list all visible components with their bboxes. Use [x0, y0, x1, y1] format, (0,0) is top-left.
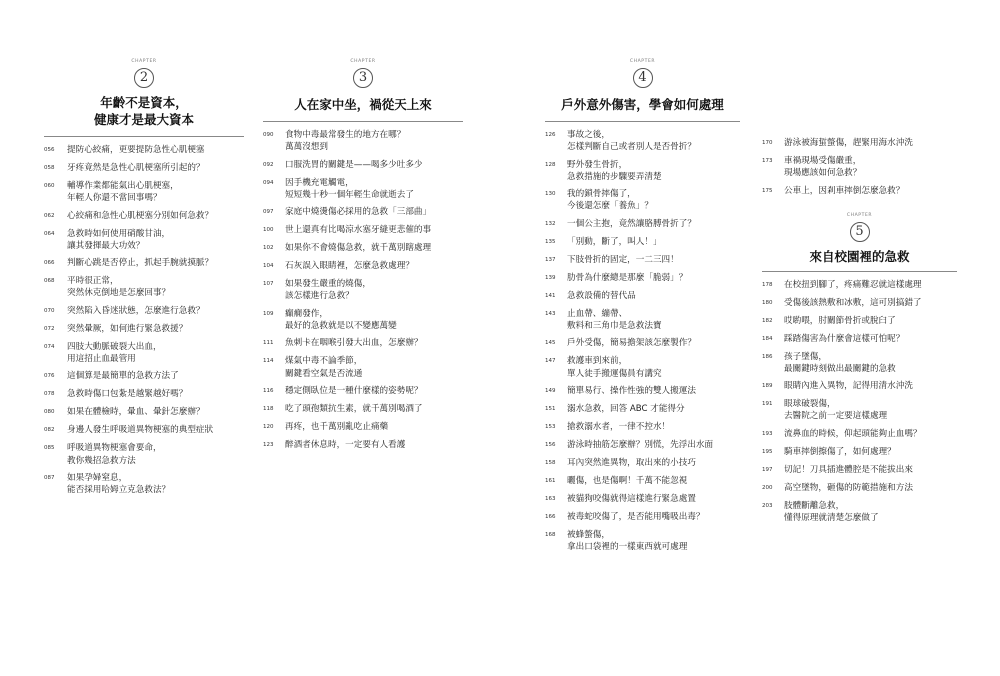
- chapter-title: 人在家中坐，禍從天上來: [294, 97, 432, 112]
- toc-entry: [762, 297, 957, 310]
- toc-entry: [762, 482, 957, 495]
- toc-page-number: 090: [263, 132, 274, 138]
- chapter-3-column: [263, 58, 463, 457]
- toc-entry: [545, 308, 740, 333]
- chapter-5-header: [762, 212, 957, 265]
- toc-page-number: 085: [44, 445, 55, 452]
- toc-page-number: 173: [762, 158, 773, 164]
- toc-entry: [263, 224, 463, 237]
- toc-entry-title: 眼球破裂傷， 去醫院之前一定要這樣處理: [784, 399, 888, 422]
- toc-page-number: 189: [762, 383, 773, 390]
- toc-page-number: 161: [545, 477, 556, 484]
- divider: [762, 271, 957, 272]
- toc-page-number: 094: [263, 179, 274, 186]
- toc-page-number: 080: [44, 409, 55, 416]
- toc-entry-title: 救護車到來前， 單人徒手搬運傷員有講究: [567, 356, 662, 379]
- toc-page-number: 137: [545, 256, 556, 263]
- toc-entry-title: 騎車摔倒擦傷了，如何處理？: [784, 446, 896, 457]
- toc-page-number: 130: [545, 191, 556, 198]
- toc-entry-title: 踩踏傷害為什麼會這樣可怕呢？: [784, 333, 905, 344]
- chapter-3-header: [263, 58, 463, 113]
- toc-entry: [263, 242, 463, 255]
- toc-page-number: 178: [762, 281, 773, 288]
- toc-page-number: 107: [263, 281, 274, 288]
- toc-page-number: 151: [545, 405, 556, 412]
- toc-entry-title: 一個公主抱，竟然讓胳膊骨折了？: [567, 218, 696, 229]
- toc-entry: [545, 355, 740, 380]
- toc-page-number: 145: [545, 340, 556, 347]
- toc-list-continued: [762, 137, 957, 198]
- chapter-title: 年齡不是資本， 健康才是最大資本: [93, 95, 194, 127]
- toc-entry-title: 曬傷，也是傷啊！千萬不能忽視: [567, 475, 688, 486]
- toc-page-number: 126: [545, 132, 556, 138]
- toc-entry-title: 魚刺卡在咽喉引發大出血，怎麼辦？: [285, 338, 423, 349]
- toc-entry: [44, 162, 244, 175]
- toc-entry: [545, 337, 740, 350]
- toc-entry: [263, 159, 463, 172]
- toc-entry-title: 被毒蛇咬傷了，是否能用嘴吸出毒？: [567, 511, 705, 522]
- toc-entry-title: 在校扭到腳了，疼痛難忍就這樣處理: [784, 279, 922, 290]
- toc-entry: [545, 511, 740, 524]
- toc-entry-title: 止血帶、繃帶、 敷料和三角巾是急救法寶: [567, 308, 662, 332]
- toc-entry: [44, 370, 244, 383]
- toc-page-number: 158: [545, 459, 556, 466]
- toc-entry: [44, 472, 244, 497]
- toc-page-number: 168: [545, 531, 556, 538]
- toc-page-number: 139: [545, 274, 556, 281]
- toc-entry-title: 醉酒者休息時，一定要有人看護: [285, 439, 406, 450]
- chapter-number-badge: 5: [850, 222, 870, 242]
- toc-entry: [44, 305, 244, 318]
- toc-page-number: 197: [762, 466, 773, 473]
- toc-entry-title: 四肢大動脈破裂大出血， 用這招止血最管用: [67, 341, 162, 365]
- toc-page-number: 082: [44, 427, 55, 434]
- toc-page-number: 111: [263, 340, 274, 347]
- chapter-label: CHAPTER: [846, 212, 873, 218]
- toc-entry-title: 下肢骨折的固定，一二三四！: [567, 254, 679, 265]
- toc-entry: [762, 380, 957, 393]
- toc-entry: [263, 278, 463, 303]
- toc-entry-title: 搶救溺水者，一律不控水！: [567, 421, 671, 432]
- toc-entry-title: 被蜂螫傷， 拿出口袋裡的一樣東西就可處理: [567, 529, 688, 553]
- toc-entry: [762, 315, 957, 328]
- toc-page-number: 149: [545, 387, 556, 394]
- chapter-label: CHAPTER: [131, 59, 157, 64]
- toc-page-number: 076: [44, 373, 55, 380]
- toc-page-number: 156: [545, 441, 556, 448]
- toc-entry-title: 車禍現場受傷嚴重， 現場應該如何急救？: [784, 156, 862, 179]
- toc-entry-title: 平時很正常， 突然休克倒地是怎麼回事？: [67, 276, 171, 299]
- toc-list: [762, 279, 957, 525]
- toc-entry: [263, 260, 463, 273]
- toc-page-number: 180: [762, 299, 773, 306]
- toc-entry-title: 家庭中燒燙傷必採用的急救「三部曲」: [285, 207, 432, 218]
- toc-entry: [263, 129, 463, 154]
- toc-entry-title: 判斷心跳是否停止，抓起手腕就摸脈？: [67, 258, 214, 269]
- toc-page-number: 128: [545, 161, 556, 168]
- toc-entry: [44, 144, 244, 157]
- toc-entry: [44, 275, 244, 300]
- toc-page-number: 166: [545, 513, 556, 520]
- chapter-4-header: [545, 58, 740, 113]
- toc-entry-title: 如果在體檢時，暈血、暈針怎麼辦？: [67, 407, 205, 418]
- toc-page-number: 182: [762, 317, 773, 324]
- toc-page-number: 203: [762, 502, 773, 509]
- toc-entry: [545, 439, 740, 452]
- toc-entry-title: 事故之後， 怎樣判斷自己或者別人是否骨折？: [567, 130, 696, 153]
- toc-entry: [762, 428, 957, 441]
- toc-entry-title: 突然暈厥，如何進行緊急救援？: [67, 323, 188, 334]
- toc-entry-title: 耳內突然進異物，取出來的小技巧: [567, 457, 696, 468]
- toc-page-number: 066: [44, 260, 55, 267]
- toc-entry: [545, 529, 740, 554]
- toc-page-number: 074: [44, 343, 55, 350]
- toc-entry-title: 簡單易行、操作性強的雙人搬運法: [567, 385, 696, 396]
- toc-entry: [545, 457, 740, 470]
- toc-page-number: 132: [545, 220, 556, 227]
- toc-entry: [762, 155, 957, 180]
- toc-list: [263, 129, 463, 452]
- toc-page-number: 109: [263, 310, 274, 317]
- toc-entry-title: 哎喲喂，肘關節骨折或脫臼了: [784, 315, 896, 326]
- toc-entry: [762, 137, 957, 150]
- toc-page-number: 068: [44, 278, 55, 285]
- toc-entry-title: 眼睛內進入異物，記得用清水沖洗: [784, 381, 913, 392]
- toc-entry-title: 「別動，斷了，叫人！」: [567, 236, 662, 247]
- toc-entry-title: 肋骨為什麼總是那麼「脆弱」？: [567, 272, 688, 283]
- toc-entry: [44, 406, 244, 419]
- toc-entry: [44, 228, 244, 253]
- toc-page-number: 116: [263, 387, 274, 394]
- toc-entry: [545, 290, 740, 303]
- toc-page-number: 062: [44, 212, 55, 219]
- toc-entry-title: 游泳被海蜇螫傷，趕緊用海水沖洗: [784, 138, 913, 148]
- toc-entry-title: 如果你不會燒傷急救，就千萬別瞎處理: [285, 243, 432, 254]
- toc-entry-title: 穩定側臥位是一種什麼樣的姿勢呢？: [285, 385, 423, 396]
- toc-entry: [545, 129, 740, 154]
- toc-entry-title: 世上還真有比喝涼水塞牙縫更悲催的事: [285, 225, 432, 236]
- toc-entry-title: 公車上，因剎車摔倒怎麼急救？: [784, 185, 905, 196]
- toc-page-number: 184: [762, 335, 773, 342]
- toc-entry-title: 再疼，也千萬別亂吃止痛藥: [285, 421, 389, 432]
- toc-entry: [762, 333, 957, 346]
- toc-page-number: 195: [762, 448, 773, 455]
- toc-entry-title: 切記！刀具插進體腔是不能拔出來: [784, 464, 913, 475]
- toc-page-number: 060: [44, 183, 55, 189]
- chapter-label: CHAPTER: [350, 59, 376, 64]
- toc-entry-title: 如果發生嚴重的燒傷， 該怎樣進行急救？: [285, 279, 371, 302]
- toc-entry: [762, 500, 957, 525]
- toc-entry: [263, 177, 463, 202]
- toc-entry: [44, 424, 244, 437]
- toc-entry: [263, 385, 463, 398]
- toc-entry: [44, 323, 244, 336]
- toc-entry: [545, 272, 740, 285]
- toc-entry: [263, 403, 463, 416]
- toc-page-number: 175: [762, 187, 773, 194]
- toc-page-number: 070: [44, 307, 55, 314]
- toc-entry-title: 溺水急救，回答 ABC 才能得分: [567, 403, 685, 414]
- chapter-2-header: [44, 58, 244, 128]
- divider: [545, 121, 740, 122]
- toc-entry-title: 被貓狗咬傷就得這樣進行緊急處置: [567, 493, 696, 504]
- toc-page-number: 153: [545, 423, 556, 430]
- toc-page-number: 104: [263, 263, 274, 270]
- toc-page-number: 170: [762, 140, 773, 146]
- toc-entry-title: 高空墜物，砸傷的防範措施和方法: [784, 482, 913, 493]
- toc-entry: [263, 421, 463, 434]
- toc-entry: [545, 159, 740, 184]
- toc-entry: [762, 446, 957, 459]
- toc-entry-title: 呼吸道異物梗塞會要命， 教你幾招急救方法: [67, 443, 162, 466]
- toc-entry-title: 煤氣中毒不論季節， 關鍵看空氣是否流通: [285, 356, 363, 379]
- toc-entry: [44, 442, 244, 467]
- toc-entry-title: 流鼻血的時候，仰起頭能夠止血嗎？: [784, 428, 922, 439]
- toc-entry: [762, 398, 957, 423]
- toc-page-number: 193: [762, 430, 773, 437]
- toc-list: [545, 129, 740, 554]
- toc-entry: [545, 236, 740, 249]
- toc-page-number: 186: [762, 353, 773, 360]
- toc-page-number: 056: [44, 147, 55, 153]
- toc-page-number: 123: [263, 441, 274, 448]
- toc-page-number: 087: [44, 474, 55, 481]
- toc-entry-title: 野外發生骨折， 急救措施的步驟要弄清楚: [567, 159, 662, 182]
- toc-entry: [545, 475, 740, 488]
- toc-entry: [44, 341, 244, 366]
- toc-entry-title: 身邊人發生呼吸道異物梗塞的典型症狀: [67, 425, 214, 436]
- divider: [263, 121, 463, 122]
- toc-entry: [762, 185, 957, 198]
- toc-entry-title: 急救時傷口包紮是越緊越好嗎？: [67, 389, 188, 400]
- chapter-number-badge: 2: [134, 68, 154, 88]
- toc-entry-title: 我的鎖骨摔傷了， 今後還怎麼「養魚」？: [567, 189, 653, 212]
- chapter-4-column: [545, 58, 740, 559]
- toc-entry: [263, 355, 463, 380]
- toc-page-number: 058: [44, 165, 55, 171]
- toc-entry: [263, 439, 463, 452]
- toc-entry: [263, 337, 463, 350]
- toc-entry: [545, 493, 740, 506]
- toc-page-number: 078: [44, 391, 55, 398]
- divider: [44, 136, 244, 137]
- toc-page-number: 092: [263, 161, 274, 168]
- toc-entry-title: 牙疼竟然是急性心肌梗塞所引起的？: [67, 163, 205, 173]
- toc-entry-title: 這個算是最簡單的急救方法了: [67, 371, 179, 382]
- chapter-number-badge: 3: [353, 68, 373, 88]
- toc-entry-title: 戶外受傷，簡易擔架該怎麼製作？: [567, 338, 696, 349]
- toc-entry: [263, 206, 463, 219]
- toc-page-number: 097: [263, 209, 274, 216]
- toc-entry-title: 食物中毒最常發生的地方在哪？ 萬萬沒想到: [285, 130, 406, 153]
- toc-page-number: 100: [263, 227, 274, 234]
- toc-page-number: 143: [545, 310, 556, 317]
- toc-entry: [545, 421, 740, 434]
- toc-page-number: 135: [545, 238, 556, 245]
- toc-entry-title: 孩子墜傷， 最關鍵時刻做出最關鍵的急救: [784, 351, 896, 374]
- toc-page-number: 191: [762, 401, 773, 408]
- chapter-number-badge: 4: [633, 68, 653, 88]
- toc-entry: [44, 210, 244, 223]
- toc-entry-title: 肢體斷離急救， 懂得原理就清楚怎麼做了: [784, 500, 879, 524]
- toc-page-number: 064: [44, 230, 55, 237]
- toc-entry: [762, 279, 957, 292]
- chapter-2-column: [44, 58, 244, 502]
- toc-entry-title: 游泳時抽筋怎麼辦？別慌，先浮出水面: [567, 439, 714, 450]
- toc-page-number: 141: [545, 292, 556, 299]
- toc-entry-title: 急救時如何使用硝酸甘油， 讓其發揮最大功效？: [67, 228, 171, 251]
- chapter-title: 戶外意外傷害，學會如何處理: [561, 97, 724, 112]
- toc-entry-title: 因手機充電觸電， 短短幾十秒一個年輕生命就逝去了: [285, 177, 414, 200]
- toc-entry: [545, 385, 740, 398]
- toc-entry-title: 吃了頭孢類抗生素，就千萬別喝酒了: [285, 403, 423, 414]
- toc-entry: [545, 254, 740, 267]
- toc-page-number: 200: [762, 484, 773, 491]
- chapter-label: CHAPTER: [629, 59, 656, 64]
- toc-page-number: 102: [263, 245, 274, 252]
- toc-entry: [545, 403, 740, 416]
- toc-entry: [545, 218, 740, 231]
- toc-page-number: 114: [263, 358, 274, 365]
- toc-entry: [762, 351, 957, 376]
- toc-entry-title: 口服洗胃的關鍵是——喝多少吐多少: [285, 159, 423, 170]
- toc-page-number: 072: [44, 325, 55, 332]
- toc-entry: [44, 388, 244, 401]
- toc-entry-title: 急救設備的替代品: [567, 290, 636, 301]
- toc-entry-title: 心絞痛和急性心肌梗塞分別如何急救？: [67, 210, 214, 221]
- toc-list: [44, 144, 244, 497]
- toc-page-number: 147: [545, 358, 556, 365]
- toc-entry-title: 突然陷入昏迷狀態，怎麼進行急救？: [67, 305, 205, 316]
- toc-entry: [263, 308, 463, 333]
- toc-entry: [44, 180, 244, 205]
- chapter-title: 來自校園裡的急救: [809, 248, 910, 264]
- toc-entry-title: 受傷後該熱敷和冰敷，這可別搞錯了: [784, 297, 922, 308]
- chapter-5-column: [762, 137, 957, 529]
- toc-entry: [44, 257, 244, 270]
- toc-entry: [762, 464, 957, 477]
- toc-page-number: 120: [263, 423, 274, 430]
- toc-entry-title: 輔導作業都能氣出心肌梗塞， 年輕人你還不當回事嗎？: [67, 181, 179, 204]
- toc-page-number: 163: [545, 495, 556, 502]
- toc-entry: [545, 188, 740, 213]
- toc-entry-title: 提防心絞痛，更要提防急性心肌梗塞: [67, 145, 205, 155]
- toc-entry-title: 癲癇發作， 最好的急救就是以不變應萬變: [285, 308, 397, 332]
- toc-page-number: 118: [263, 405, 274, 412]
- toc-entry-title: 如果孕婦窒息， 能否採用哈姆立克急救法？: [67, 472, 171, 496]
- toc-entry-title: 石灰誤入眼睛裡，怎麼急救處理？: [285, 261, 414, 272]
